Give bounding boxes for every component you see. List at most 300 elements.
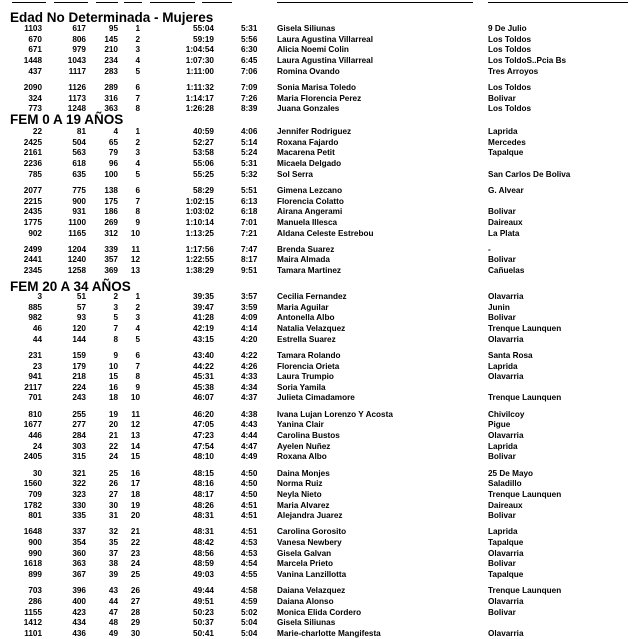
result-row [0,324,634,334]
finish-time: 49:51 [193,596,214,606]
category-place: 26 [130,586,140,596]
category-place: 29 [130,618,140,628]
result-row [0,372,634,382]
runner-name: Florencia Colatto [277,196,344,206]
category-place: 7 [135,196,140,206]
pace: 7:21 [241,228,258,238]
category-place: 12 [130,255,140,265]
finish-time: 48:17 [193,489,214,499]
gender-place: 289 [104,82,118,92]
runner-name: Ayelen Nuñez [277,441,331,451]
pace: 5:14 [241,137,258,147]
category-place: 1 [135,292,140,301]
gender-place: 49 [108,628,118,638]
pace: 9:51 [241,266,258,275]
bib-number: 46 [32,323,42,333]
bib-number: 23 [32,361,42,371]
header-rule [124,2,142,3]
pace: 5:32 [241,169,258,179]
runner-name: Marcela Prieto [277,559,333,569]
pace: 4:50 [241,479,258,489]
category-place: 1 [135,24,140,33]
overall-place: 1173 [68,93,86,103]
city: Trenque Launquen [488,323,562,333]
city: Daireaux [488,217,523,227]
result-row [0,197,634,207]
finish-time: 48:26 [193,500,214,510]
bib-number: 1782 [23,500,42,510]
pace: 4:58 [241,586,258,596]
section-title: Edad No Determinada - Mujeres [10,10,214,25]
pace: 4:59 [241,596,258,606]
overall-place: 423 [72,607,86,617]
gender-place: 100 [104,169,118,179]
bib-number: 990 [28,548,42,558]
finish-time: 59:19 [193,34,214,44]
gender-place: 47 [108,607,118,617]
bib-number: 2117 [24,382,42,392]
gender-place: 3 [113,302,118,312]
overall-place: 255 [72,409,86,419]
result-row [0,559,634,569]
result-row [0,229,634,239]
pace: 4:34 [241,382,258,392]
runner-name: Estrella Suarez [277,334,336,344]
bib-number: 899 [28,570,42,579]
pace: 4:33 [241,372,258,382]
finish-time: 43:15 [193,334,214,344]
result-row [0,255,634,265]
finish-time: 55:04 [193,24,214,33]
overall-place: 322 [72,479,86,489]
city: Bolivar [488,93,516,103]
gender-place: 19 [108,409,118,419]
result-row [0,570,634,580]
finish-time: 48:56 [193,548,214,558]
runner-name: Laura Agustina Villarreal [277,34,374,44]
overall-place: 618 [72,159,86,168]
overall-place: 57 [76,302,86,312]
category-place: 9 [135,382,140,392]
pace: 4:26 [241,361,258,371]
finish-time: 48:16 [193,479,214,489]
finish-time: 1:10:14 [185,217,214,227]
city: Daireaux [488,500,523,510]
bib-number: 2090 [23,82,42,92]
bib-number: 941 [28,372,42,382]
runner-name: Cecilia Fernandez [277,292,347,301]
gender-place: 138 [104,185,118,195]
finish-time: 49:03 [193,570,214,579]
pace: 4:38 [241,409,258,419]
pace: 4:50 [241,468,258,478]
overall-place: 354 [72,538,86,547]
finish-time: 48:10 [193,452,214,462]
bib-number: 3 [37,292,42,301]
bib-number: 22 [32,127,42,136]
pace: 6:13 [241,196,258,206]
runner-name: Alicia Noemi Colin [277,45,349,55]
category-place: 2 [135,137,140,147]
runner-name: Maria Florencia Perez [277,93,362,103]
runner-name: Monica Elida Cordero [277,607,362,617]
overall-place: 159 [72,350,86,360]
pace: 6:18 [241,207,258,217]
finish-time: 1:11:32 [186,82,214,92]
result-row [0,608,634,618]
runner-name: Norma Ruiz [277,479,323,489]
runner-name: Daiana Alonso [277,596,334,606]
category-place: 9 [135,217,140,227]
runner-name: Tamara Martinez [277,266,342,275]
runner-name: Airana Angerami [277,207,343,217]
overall-place: 363 [72,559,86,569]
result-row [0,479,634,489]
category-place: 22 [130,538,140,547]
runner-name: Gimena Lezcano [277,185,343,195]
city: G. Alvear [488,185,524,195]
bib-number: 2435 [23,207,42,217]
overall-place: 900 [72,196,86,206]
result-row [0,35,634,45]
overall-place: 979 [72,45,86,55]
finish-time: 1:26:28 [185,104,214,114]
pace: 5:31 [241,24,258,33]
header-rule [12,2,46,3]
overall-place: 277 [72,420,86,430]
pace: 6:45 [241,55,258,65]
pace: 4:50 [241,489,258,499]
overall-place: 120 [72,323,86,333]
bib-number: 44 [32,334,42,344]
city: Pigue [488,420,511,430]
category-place: 5 [135,334,140,344]
finish-time: 1:17:56 [185,244,214,254]
gender-place: 369 [104,266,118,275]
gender-place: 43 [108,586,118,596]
city: Trenque Launquen [488,586,562,596]
category-place: 17 [130,479,140,489]
category-place: 10 [130,228,140,238]
gender-place: 9 [113,350,118,360]
category-place: 27 [130,596,140,606]
result-row [0,383,634,393]
city: La Plata [488,228,520,238]
header-rule [277,2,473,3]
gender-place: 15 [108,372,118,382]
city: Olavarria [488,596,524,606]
bib-number: 900 [28,538,42,547]
city: San Carlos De Boliva [488,169,571,179]
gender-place: 269 [104,217,118,227]
bib-number: 30 [32,468,42,478]
runner-name: Marie-charlotte Mangifesta [277,628,381,638]
bib-number: 1560 [23,479,42,489]
gender-place: 18 [108,393,118,403]
category-place: 18 [130,489,140,499]
bib-number: 2405 [23,452,42,462]
bib-number: 2215 [23,196,42,206]
overall-place: 93 [76,313,86,323]
category-place: 4 [135,323,140,333]
result-row [0,420,634,430]
bib-number: 701 [28,393,42,403]
overall-place: 635 [72,169,86,179]
gender-place: 96 [108,159,118,168]
overall-place: 330 [72,500,86,510]
bib-number: 1101 [24,628,42,638]
overall-place: 224 [72,382,86,392]
city: Bolivar [488,255,516,265]
gender-place: 316 [104,93,118,103]
overall-place: 434 [72,618,86,628]
runner-name: Yanina Clair [277,420,324,430]
gender-place: 79 [108,148,118,158]
city: Tres Arroyos [488,66,539,76]
bib-number: 437 [28,66,42,76]
finish-time: 50:41 [193,628,214,638]
overall-place: 321 [72,468,86,478]
bib-number: 1648 [23,527,42,537]
city: Laprida [488,127,518,136]
category-place: 14 [130,441,140,451]
category-place: 6 [135,185,140,195]
overall-place: 1240 [67,255,86,265]
category-place: 3 [135,313,140,323]
city: 25 De Mayo [488,468,534,478]
gender-place: 21 [108,431,118,440]
result-row [0,469,634,479]
category-place: 7 [135,93,140,103]
finish-time: 48:31 [193,511,214,521]
runner-name: Maria Aguilar [277,302,329,312]
city: Laprida [488,441,518,451]
category-place: 2 [135,34,140,44]
result-row [0,56,634,66]
overall-place: 360 [72,548,86,558]
result-row [0,170,634,180]
city: Olavarria [488,548,524,558]
bib-number: 231 [28,350,42,360]
runner-name: Carolina Gorosito [277,527,347,537]
gender-place: 145 [104,34,118,44]
bib-number: 982 [28,313,42,323]
result-row [0,362,634,372]
category-place: 3 [135,45,140,55]
finish-time: 45:31 [193,372,214,382]
category-place: 4 [135,55,140,65]
city: Laprida [488,361,518,371]
result-row [0,83,634,93]
overall-place: 218 [72,372,86,382]
runner-name: Florencia Orieta [277,361,340,371]
bib-number: 670 [28,34,42,44]
gender-place: 35 [108,538,118,547]
overall-place: 51 [76,292,86,301]
finish-time: 42:19 [193,323,214,333]
gender-place: 48 [108,618,118,628]
category-place: 5 [135,66,140,76]
overall-place: 1126 [68,82,86,92]
gender-place: 39 [108,570,118,579]
gender-place: 283 [104,66,118,76]
overall-place: 504 [72,137,86,147]
finish-time: 49:44 [193,586,214,596]
finish-time: 39:35 [193,292,214,301]
bib-number: 1677 [23,420,42,430]
runner-name: Maria Alvarez [277,500,330,510]
result-row [0,351,634,361]
city: Chivilcoy [488,409,525,419]
runner-name: Maira Almada [277,255,330,265]
overall-place: 617 [72,24,86,33]
result-row [0,67,634,77]
runner-name: Alejandra Juarez [277,511,343,521]
city: Trenque Launquen [488,393,562,403]
city: Tapalque [488,538,524,547]
runner-name: Antonella Albo [277,313,335,323]
category-place: 23 [130,548,140,558]
gender-place: 25 [108,468,118,478]
runner-name: Roxana Fajardo [277,137,339,147]
overall-place: 775 [72,185,86,195]
pace: 7:09 [241,82,258,92]
city: Trenque Launquen [488,489,562,499]
category-place: 11 [131,244,140,254]
pace: 5:56 [241,34,258,44]
gender-place: 37 [108,548,118,558]
gender-place: 2 [113,292,118,301]
category-place: 8 [135,104,140,114]
finish-time: 46:20 [193,409,214,419]
finish-time: 47:54 [193,441,214,451]
overall-place: 1204 [67,244,86,254]
pace: 4:22 [241,350,258,360]
category-place: 24 [130,559,140,569]
bib-number: 2161 [23,148,42,158]
result-row [0,618,634,628]
gender-place: 210 [104,45,118,55]
bib-number: 810 [28,409,42,419]
overall-place: 144 [72,334,86,344]
category-place: 7 [135,361,140,371]
result-row [0,511,634,521]
pace: 5:24 [241,148,258,158]
gender-place: 30 [108,500,118,510]
category-place: 4 [135,159,140,168]
overall-place: 243 [72,393,86,403]
city: Olavarria [488,372,524,382]
gender-place: 27 [108,489,118,499]
finish-time: 1:22:55 [185,255,214,265]
bib-number: 1618 [23,559,42,569]
overall-place: 563 [72,148,86,158]
city: Laprida [488,527,518,537]
finish-time: 43:40 [193,350,214,360]
runner-name: Daina Monjes [277,468,330,478]
bib-number: 801 [28,511,42,521]
category-place: 1 [135,127,140,136]
runner-name: Gisela Siliunas [277,618,336,628]
result-row [0,586,634,596]
runner-name: Neyla Nieto [277,489,322,499]
pace: 4:09 [241,313,258,323]
finish-time: 47:05 [193,420,214,430]
city: Bolivar [488,559,516,569]
city: Saladillo [488,479,522,489]
pace: 5:04 [241,628,258,638]
finish-time: 48:15 [193,468,214,478]
header-rule [202,2,232,3]
category-place: 6 [135,350,140,360]
header-rule [150,2,195,3]
runner-name: Brenda Suarez [277,244,335,254]
overall-place: 303 [72,441,86,451]
city: Los Toldos [488,34,532,44]
runner-name: Aldana Celeste Estrebou [277,228,374,238]
pace: 4:37 [241,393,258,403]
gender-place: 32 [108,527,118,537]
result-row [0,410,634,420]
bib-number: 785 [28,169,42,179]
runner-name: Gisela Galvan [277,548,332,558]
result-row [0,431,634,441]
category-place: 2 [135,302,140,312]
category-place: 25 [130,570,140,579]
category-place: 15 [130,452,140,462]
runner-name: Sonia Marisa Toledo [277,82,357,92]
runner-name: Ivana Lujan Lorenzo Y Acosta [277,409,393,419]
overall-place: 1165 [68,228,86,238]
result-row [0,94,634,104]
pace: 5:31 [241,159,258,168]
result-row [0,45,634,55]
city: Olavarria [488,431,524,440]
city: Mercedes [488,137,526,147]
gender-place: 8 [113,334,118,344]
finish-time: 41:28 [193,313,214,323]
city: Bolivar [488,607,516,617]
gender-place: 38 [108,559,118,569]
category-place: 11 [131,409,140,419]
finish-time: 58:29 [193,185,214,195]
city: - [488,244,491,254]
bib-number: 703 [28,586,42,596]
gender-place: 175 [104,196,118,206]
finish-time: 1:38:29 [185,266,214,275]
section-title: FEM 20 A 34 AÑOS [10,279,131,294]
runner-name: Tamara Rolando [277,350,341,360]
runner-name: Laura Agustina Villarreal [277,55,374,65]
finish-time: 55:06 [193,159,214,168]
finish-time: 53:58 [193,148,214,158]
bib-number: 773 [28,104,42,114]
category-place: 12 [130,420,140,430]
gender-place: 357 [104,255,118,265]
finish-time: 1:14:17 [185,93,214,103]
finish-time: 50:37 [193,618,214,628]
pace: 5:04 [241,618,258,628]
pace: 7:26 [241,93,258,103]
finish-time: 55:25 [193,169,214,179]
result-row [0,159,634,169]
pace: 4:51 [241,527,258,537]
gender-place: 24 [108,452,118,462]
overall-place: 1100 [68,217,86,227]
pace: 3:57 [241,292,258,301]
pace: 4:53 [241,538,258,547]
finish-time: 46:07 [193,393,214,403]
